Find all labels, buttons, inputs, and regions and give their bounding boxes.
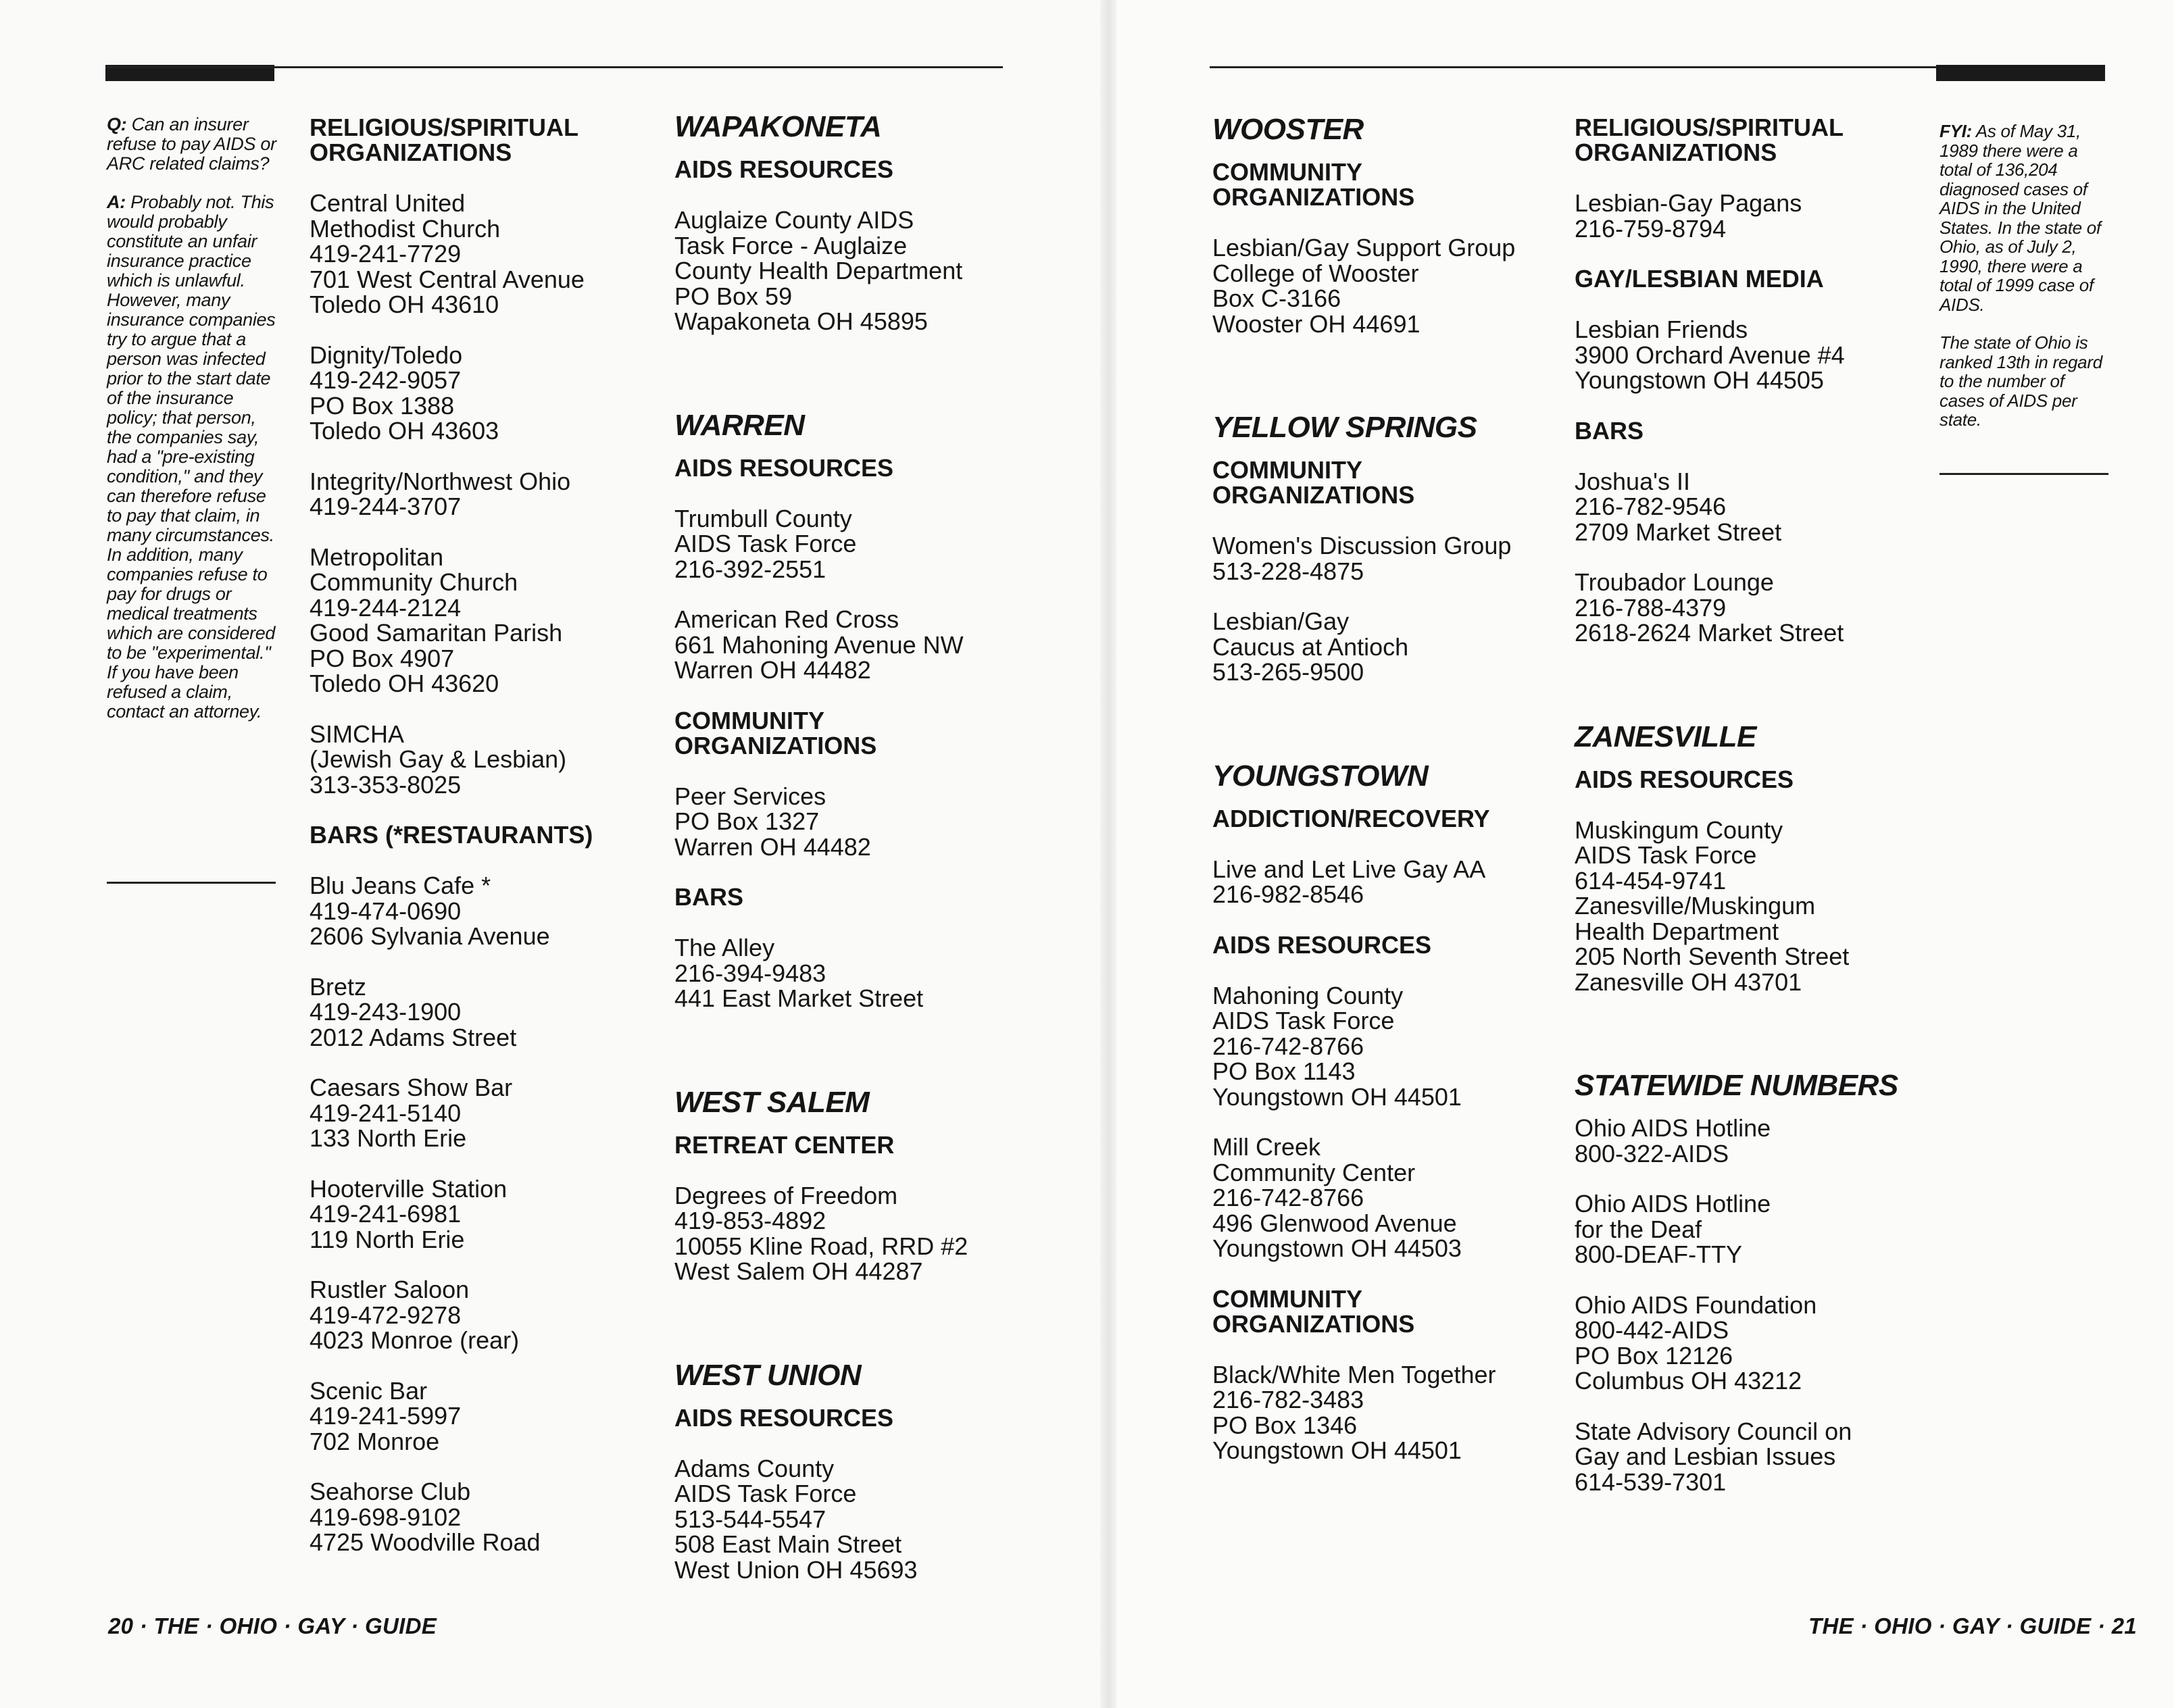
- listing-line: 216-742-8766: [1212, 1184, 1364, 1211]
- listing-line: Integrity/Northwest Ohio: [310, 467, 571, 495]
- listing-line: 513-228-4875: [1212, 557, 1364, 585]
- listing-line: Bretz: [310, 972, 367, 1001]
- category-heading: AIDS RESOURCES: [1212, 930, 1432, 959]
- listing-entry: [674, 1456, 1026, 1583]
- listing-entry: [1212, 857, 1564, 907]
- warren-community-list: [674, 784, 1026, 860]
- youngstown-aids-list: [1212, 983, 1564, 1261]
- youngstown-community-list: [1212, 1362, 1564, 1463]
- listing-line: Wooster OH 44691: [1212, 309, 1420, 338]
- listing-line: PO Box 4907: [310, 644, 455, 672]
- listing-line: 419-244-3707: [310, 493, 462, 520]
- listing-entry: [674, 935, 1026, 1011]
- listing-entry: [310, 191, 647, 318]
- listing-line: Mill Creek: [1212, 1133, 1321, 1161]
- listing-line: 2618-2624 Market Street: [1575, 619, 1844, 647]
- listing-entry: [1212, 1134, 1564, 1261]
- listing-line: Ohio AIDS Foundation: [1575, 1290, 1817, 1319]
- category-heading: COMMUNITY ORGANIZATIONS: [674, 706, 877, 759]
- listing-line: Health Department: [1575, 917, 1779, 945]
- wooster-community-list: [1212, 235, 1564, 336]
- listing-line: The Alley: [674, 934, 775, 961]
- listing-line: Trumbull County: [674, 504, 852, 532]
- listing-entry: [310, 545, 647, 697]
- youngstown-addiction-list: [1212, 857, 1564, 907]
- left-column-2: [674, 109, 1026, 1607]
- listing-line: 216-392-2551: [674, 555, 826, 583]
- city-heading: WOOSTER: [1212, 113, 1364, 146]
- listing-line: Youngstown OH 44505: [1575, 366, 1824, 394]
- listing-line: 4725 Woodville Road: [310, 1528, 541, 1556]
- listing-line: SIMCHA: [310, 720, 405, 748]
- listing-entry: [1575, 1419, 1912, 1495]
- listing-entry: [310, 1075, 647, 1151]
- listing-line: Lesbian-Gay Pagans: [1575, 189, 1802, 217]
- listing-line: 702 Monroe: [310, 1427, 440, 1455]
- west-union-aids-list: [674, 1456, 1026, 1583]
- listing-line: Lesbian Friends: [1575, 316, 1748, 343]
- city-heading: YELLOW SPRINGS: [1212, 411, 1477, 444]
- listing-line: Youngstown OH 44501: [1212, 1082, 1462, 1111]
- listing-line: Lesbian/Gay Support Group: [1212, 234, 1516, 261]
- listing-line: AIDS Task Force: [674, 530, 857, 557]
- listing-entry: [1575, 1191, 1912, 1267]
- category-heading: ADDICTION/RECOVERY: [1212, 804, 1490, 832]
- listing-entry: [674, 607, 1026, 683]
- city-heading: WARREN: [674, 408, 805, 442]
- listing-line: (Jewish Gay & Lesbian): [310, 745, 567, 773]
- listing-line: Women's Discussion Group: [1212, 532, 1512, 559]
- listing-line: Adams County: [674, 1454, 835, 1482]
- listing-entry: [1575, 1292, 1912, 1394]
- listing-line: 313-353-8025: [310, 770, 462, 799]
- warren-bars-list: [674, 935, 1026, 1011]
- listing-entry: [310, 873, 647, 949]
- listing-line: Ohio AIDS Hotline: [1575, 1114, 1771, 1142]
- listing-line: 419-244-2124: [310, 593, 462, 622]
- listing-line: 496 Glenwood Avenue: [1212, 1209, 1457, 1237]
- city-heading: WEST SALEM: [674, 1085, 870, 1119]
- city-heading: STATEWIDE NUMBERS: [1575, 1069, 1898, 1102]
- city-heading: YOUNGSTOWN: [1212, 759, 1429, 793]
- listing-line: 10055 Kline Road, RRD #2: [674, 1232, 968, 1260]
- listing-line: 216-394-9483: [674, 959, 826, 987]
- listing-entry: [1212, 1362, 1564, 1463]
- sidebar-rule-left: [107, 882, 276, 884]
- listing-line: 216-759-8794: [1575, 214, 1727, 243]
- fyi-note: FYI: As of May 31, 1989 there were a total of 136,204 diagnosed cases of AIDS in the United States. In the state of Ohio, as of July 2, 1990, there were a total of 1999 case of AIDS.: [1940, 121, 2101, 315]
- listing-line: for the Deaf: [1575, 1215, 1702, 1243]
- right-column-1: [1212, 112, 1564, 1488]
- listing-line: Toledo OH 43620: [310, 670, 499, 697]
- listing-line: 216-782-3483: [1212, 1386, 1364, 1413]
- category-heading: AIDS RESOURCES: [674, 453, 894, 482]
- listing-line: 419-241-6981: [310, 1200, 462, 1228]
- listing-line: AIDS Task Force: [674, 1480, 857, 1507]
- listing-entry: [1212, 533, 1564, 584]
- listing-entry: [1212, 609, 1564, 685]
- listing-line: Muskingum County: [1575, 815, 1783, 844]
- listing-line: Ohio AIDS Hotline: [1575, 1190, 1771, 1217]
- answer: A: Probably not. This would probably constitute an unfair insurance practice which is unlawful. However, many insurance companies try to argue that a person was infected prior to the start date of the insurance policy; that person, the companies say, had a "pre-existing condition," and they can therefore refuse to pay that claim, in many circumstances. In addition, many companies refuse to pay for drugs or medical treatments which are considered to be "experimental." If you have been refused a claim, contact an attorney.: [107, 192, 276, 722]
- listing-entry: [310, 1378, 647, 1455]
- listing-line: Community Center: [1212, 1158, 1416, 1186]
- listing-line: Community Church: [310, 568, 518, 596]
- listing-line: 419-698-9102: [310, 1503, 462, 1531]
- listing-line: State Advisory Council on: [1575, 1417, 1852, 1445]
- listing-line: 513-265-9500: [1212, 658, 1364, 686]
- listing-line: Good Samaritan Parish: [310, 619, 563, 647]
- listing-line: 800-442-AIDS: [1575, 1316, 1729, 1344]
- listing-line: Live and Let Live Gay AA: [1212, 855, 1486, 883]
- listing-line: 800-322-AIDS: [1575, 1139, 1729, 1167]
- listing-line: Toledo OH 43603: [310, 417, 499, 445]
- category-heading: COMMUNITY ORGANIZATIONS: [1212, 158, 1415, 211]
- listing-entry: [1212, 235, 1564, 336]
- religious-list: [310, 191, 647, 797]
- listing-line: PO Box 1143: [1212, 1057, 1356, 1085]
- listing-entry: [1575, 1115, 1912, 1166]
- listing-line: PO Box 59: [674, 282, 793, 310]
- listing-entry: [674, 207, 1026, 334]
- listing-entry: [310, 1176, 647, 1253]
- listing-entry: [674, 784, 1026, 860]
- listing-entry: [1575, 570, 1912, 646]
- listing-entry: [310, 1479, 647, 1555]
- listing-line: Caesars Show Bar: [310, 1074, 513, 1101]
- listing-line: Gay and Lesbian Issues: [1575, 1442, 1836, 1470]
- listing-line: Rustler Saloon: [310, 1276, 470, 1303]
- listing-line: Wapakoneta OH 45895: [674, 307, 928, 335]
- listing-line: Methodist Church: [310, 214, 501, 243]
- listing-line: Metropolitan: [310, 543, 444, 571]
- right-column-2: [1575, 115, 1912, 1519]
- listing-entry: [1575, 317, 1912, 393]
- listing-line: 441 East Market Street: [674, 984, 924, 1012]
- listing-line: 2709 Market Street: [1575, 518, 1782, 546]
- category-heading: BARS: [674, 883, 744, 911]
- listing-line: Warren OH 44482: [674, 656, 871, 684]
- listing-line: 3900 Orchard Avenue #4: [1575, 341, 1845, 369]
- listing-line: College of Wooster: [1212, 259, 1419, 287]
- header-bar-right: [1936, 65, 2105, 81]
- page-footer-right: THE · OHIO · GAY · GUIDE · 21: [1808, 1613, 2138, 1638]
- listing-line: Blu Jeans Cafe *: [310, 872, 491, 899]
- ohio-rank-note: The state of Ohio is ranked 13th in regard to the number of cases of AIDS per state.: [1940, 332, 2102, 430]
- listing-line: PO Box 1346: [1212, 1411, 1358, 1439]
- listing-line: AIDS Task Force: [1575, 841, 1757, 869]
- fyi-sidebar: [1940, 122, 2108, 449]
- bars-list: [310, 873, 647, 1555]
- category-heading: BARS (*RESTAURANTS): [310, 821, 593, 849]
- media-list: [1575, 317, 1912, 393]
- listing-line: Auglaize County AIDS: [674, 206, 914, 234]
- listing-line: 419-242-9057: [310, 366, 462, 394]
- category-heading: COMMUNITY ORGANIZATIONS: [1212, 456, 1415, 509]
- listing-line: Youngstown OH 44501: [1212, 1436, 1462, 1464]
- listing-line: 614-539-7301: [1575, 1467, 1727, 1496]
- listing-line: 419-243-1900: [310, 998, 462, 1026]
- listing-line: 800-DEAF-TTY: [1575, 1240, 1743, 1268]
- listing-line: West Union OH 45693: [674, 1555, 918, 1584]
- listing-line: American Red Cross: [674, 605, 899, 633]
- category-heading: BARS: [1575, 416, 1644, 445]
- listing-line: 2606 Sylvania Avenue: [310, 922, 550, 950]
- listing-line: Task Force - Auglaize: [674, 231, 908, 259]
- listing-line: 205 North Seventh Street: [1575, 943, 1850, 970]
- listing-line: 419-241-5997: [310, 1402, 462, 1430]
- listing-entry: [310, 469, 647, 520]
- statewide-list: [1575, 1115, 1912, 1494]
- page-footer-left: 20 · THE · OHIO · GAY · GUIDE: [108, 1613, 437, 1638]
- qa-sidebar: [107, 115, 279, 740]
- listing-line: PO Box 12126: [1575, 1341, 1733, 1370]
- category-heading: RETREAT CENTER: [674, 1130, 895, 1159]
- question: Q: Can an insurer refuse to pay AIDS or ARC related claims?: [107, 114, 276, 174]
- listing-line: Hooterville Station: [310, 1174, 508, 1203]
- listing-line: PO Box 1327: [674, 807, 820, 835]
- listing-line: 614-454-9741: [1575, 866, 1727, 895]
- listing-line: Joshua's II: [1575, 467, 1690, 495]
- listing-line: 216-788-4379: [1575, 593, 1727, 622]
- warren-aids-list: [674, 506, 1026, 683]
- category-heading: AIDS RESOURCES: [1575, 765, 1794, 793]
- listing-line: Troubador Lounge: [1575, 568, 1774, 596]
- listing-line: Degrees of Freedom: [674, 1181, 898, 1209]
- listing-line: Dignity/Toledo: [310, 341, 463, 369]
- listing-line: 701 West Central Avenue: [310, 265, 585, 293]
- left-column-1: [310, 115, 647, 1580]
- listing-line: 216-742-8766: [1212, 1032, 1364, 1060]
- listing-line: West Salem OH 44287: [674, 1257, 923, 1285]
- city-heading: ZANESVILLE: [1575, 720, 1756, 753]
- listing-entry: [674, 506, 1026, 582]
- category-heading: GAY/LESBIAN MEDIA: [1575, 265, 1824, 293]
- listing-line: 419-241-7729: [310, 240, 462, 268]
- listing-entry: [310, 722, 647, 798]
- listing-entry: [674, 1183, 1026, 1284]
- listing-line: Youngstown OH 44503: [1212, 1234, 1462, 1262]
- listing-line: 419-474-0690: [310, 897, 462, 925]
- listing-line: Box C-3166: [1212, 284, 1341, 312]
- listing-line: 661 Mahoning Avenue NW: [674, 630, 964, 659]
- listing-line: Lesbian/Gay: [1212, 607, 1350, 635]
- sidebar-rule-right: [1940, 473, 2108, 475]
- listing-line: 216-782-9546: [1575, 493, 1727, 520]
- listing-line: Peer Services: [674, 782, 826, 810]
- west-salem-retreat-list: [674, 1183, 1026, 1284]
- book-gutter: [1100, 0, 1116, 1708]
- listing-entry: [1575, 191, 1912, 241]
- listing-line: Columbus OH 43212: [1575, 1367, 1802, 1395]
- listing-line: Central United: [310, 189, 466, 217]
- listing-line: 419-853-4892: [674, 1207, 826, 1234]
- listing-line: 419-241-5140: [310, 1099, 462, 1127]
- listing-line: PO Box 1388: [310, 391, 455, 420]
- listing-line: 216-982-8546: [1212, 880, 1364, 908]
- category-heading: AIDS RESOURCES: [674, 155, 894, 183]
- listing-line: Zanesville OH 43701: [1575, 968, 1802, 996]
- listing-line: 119 North Erie: [310, 1225, 465, 1253]
- listing-line: Zanesville/Muskingum: [1575, 892, 1816, 920]
- listing-line: Black/White Men Together: [1212, 1360, 1496, 1388]
- listing-line: County Health Department: [674, 257, 963, 284]
- listing-entry: [310, 343, 647, 444]
- listing-line: AIDS Task Force: [1212, 1007, 1395, 1034]
- religious-list: [1575, 191, 1912, 241]
- yellow-springs-community-list: [1212, 533, 1564, 685]
- listing-line: 508 East Main Street: [674, 1530, 902, 1558]
- listing-line: Caucus at Antioch: [1212, 632, 1409, 661]
- listing-line: Mahoning County: [1212, 981, 1404, 1009]
- listing-line: 419-472-9278: [310, 1301, 462, 1329]
- listing-line: Warren OH 44482: [674, 832, 871, 861]
- listing-entry: [1212, 983, 1564, 1110]
- category-heading: COMMUNITY ORGANIZATIONS: [1212, 1284, 1415, 1338]
- listing-entry: [1575, 469, 1912, 545]
- listing-line: Toledo OH 43610: [310, 291, 499, 318]
- listing-entry: [310, 1277, 647, 1353]
- listing-line: 2012 Adams Street: [310, 1023, 517, 1051]
- listing-line: 4023 Monroe (rear): [310, 1326, 520, 1354]
- city-heading: WEST UNION: [674, 1358, 862, 1392]
- listing-line: Scenic Bar: [310, 1376, 428, 1405]
- bars-list: [1575, 469, 1912, 646]
- listing-entry: [1575, 815, 1912, 996]
- zanesville-aids-list: [1575, 815, 1912, 996]
- category-heading: RELIGIOUS/SPIRITUAL ORGANIZATIONS: [1575, 114, 1844, 166]
- category-heading: RELIGIOUS/SPIRITUAL ORGANIZATIONS: [310, 114, 578, 166]
- city-heading: WAPAKONETA: [674, 110, 882, 143]
- header-rule-left: [105, 66, 1003, 68]
- listing-line: 133 North Erie: [310, 1124, 467, 1152]
- listing-entry: [310, 974, 647, 1051]
- category-heading: AIDS RESOURCES: [674, 1403, 894, 1432]
- listing-line: 513-544-5547: [674, 1505, 826, 1533]
- listing-line: Seahorse Club: [310, 1478, 471, 1505]
- wapakoneta-aids-list: [674, 207, 1026, 334]
